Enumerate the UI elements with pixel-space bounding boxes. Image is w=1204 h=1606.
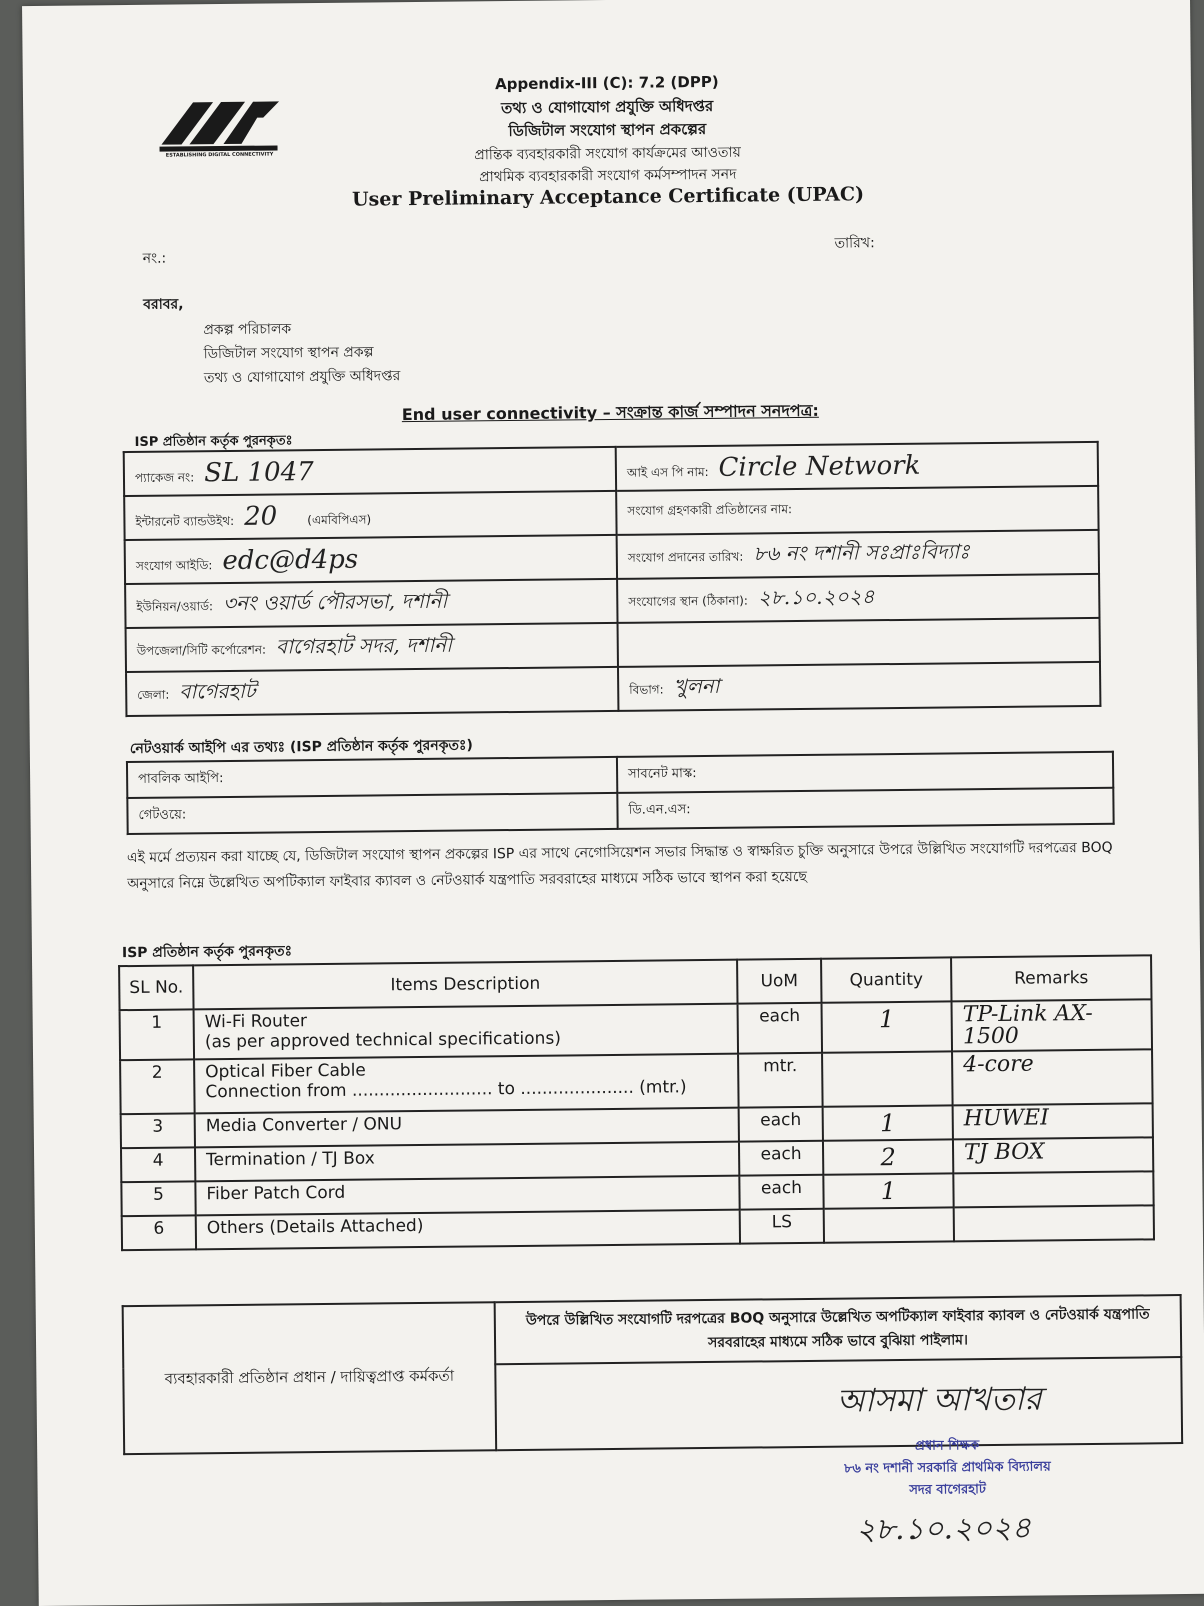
row-description: Termination / TJ Box <box>195 1142 739 1182</box>
package-value: SL 1047 <box>204 456 314 488</box>
row-uom: each <box>739 1141 823 1176</box>
isp-value: Circle Network <box>718 450 921 483</box>
signatory-label: ব্যবহারকারী প্রতিষ্ঠান প্রধান / দায়িত্বপ্রাপ্ত কর্মকর্তা <box>123 1302 497 1454</box>
appendix-label: Appendix-III (C): 7.2 (DPP) <box>494 72 719 94</box>
row-desc-line1: Wi-Fi Router <box>204 1011 308 1033</box>
upazila-value: বাগেরহাট সদর, দশানী <box>275 632 452 658</box>
row-quantity: 1 <box>822 1001 953 1052</box>
row-desc-line2: (as per approved technical specifications) <box>204 1028 562 1053</box>
signature: আসমা আখতার <box>836 1379 1042 1420</box>
row-remarks <box>953 1171 1153 1207</box>
project-name: ডিজিটাল সংযোগ স্থাপন প্রকল্পের <box>508 119 707 141</box>
org-value: ৮৬ নং দশানী সঃপ্রাঃবিদ্যাঃ <box>753 538 970 565</box>
row-uom: each <box>739 1175 823 1210</box>
row-sl: 1 <box>120 1009 195 1060</box>
row-uom: LS <box>740 1209 824 1244</box>
address-line2: ডিজিটাল সংযোগ স্থাপন প্রকল্প <box>203 344 374 363</box>
date-label: তারিখ: <box>834 235 875 252</box>
gateway-label: গেটওয়ে: <box>138 806 187 823</box>
division-value: খুলনা <box>673 673 720 698</box>
items-table <box>118 954 1155 1251</box>
acceptance-table <box>122 1294 1184 1455</box>
col-remarks: Remarks <box>951 955 1151 1001</box>
division-label: বিভাগ: <box>629 681 664 697</box>
document-page <box>22 0 1204 1606</box>
header-line4: প্রাথমিক ব্যবহারকারী সংযোগ কর্মসম্পাদন সনদ <box>479 166 737 186</box>
network-table <box>126 751 1115 835</box>
header-line3: প্রান্তিক ব্যবহারকারী সংযোগ কার্যক্রমের আওতায় <box>474 144 741 164</box>
stamp-location: সদর বাগেরহাট <box>909 1482 987 1498</box>
row-desc-line2: Connection from .......................... to ..................... (mtr.) <box>205 1077 687 1103</box>
dns-label: ডি.এন.এস: <box>628 801 691 818</box>
row-sl: 5 <box>121 1181 195 1216</box>
address-line3: তথ্য ও যোগাযোগ প্রযুক্তি অধিদপ্তর <box>203 368 401 387</box>
row-sl: 6 <box>122 1215 196 1250</box>
col-description: Items Description <box>193 960 737 1010</box>
row-remarks: HUWEI <box>953 1103 1153 1139</box>
page-title: User Preliminary Acceptance Certificate (UPAC) <box>351 183 865 211</box>
col-sl: SL No. <box>119 965 193 1010</box>
bandwidth-label: ইন্টারনেট ব্যান্ডউইথ: <box>135 513 235 529</box>
row-uom: each <box>739 1107 823 1142</box>
row-quantity <box>824 1207 954 1242</box>
connection-id-label: সংযোগ আইডি: <box>135 557 213 573</box>
col-uom: UoM <box>737 959 821 1004</box>
connection-date-label: সংযোগ প্রদানের তারিখ: <box>627 549 744 565</box>
row-remarks: TP-Link AX-1500 <box>952 999 1153 1051</box>
place-label: সংযোগের স্থান (ঠিকানা): <box>628 593 748 609</box>
network-title: নেটওয়ার্ক আইপি এর তথ্যঃ (ISP প্রতিষ্ঠান কর্তৃক পুরনকৃতঃ) <box>129 737 473 758</box>
row-quantity: 1 <box>823 1105 953 1140</box>
row-description: Others (Details Attached) <box>196 1210 740 1250</box>
row-sl: 3 <box>121 1113 195 1148</box>
row-sl: 4 <box>121 1147 195 1182</box>
subnet-label: সাবনেট মাস্ক: <box>628 765 697 782</box>
items-title: ISP প্রতিষ্ঠান কর্তৃক পুরনকৃতঃ <box>121 943 293 962</box>
row-remarks: TJ BOX <box>953 1137 1153 1173</box>
upazila-label: উপজেলা/সিটি কর্পোরেশন: <box>136 642 267 658</box>
dept-name: তথ্য ও যোগাযোগ প্রযুক্তি অধিদপ্তর <box>500 96 714 118</box>
stamp-designation: প্রধান শিক্ষক <box>915 1438 980 1454</box>
row-quantity: 1 <box>823 1173 953 1208</box>
address-line1: প্রকল্প পরিচালক <box>203 321 292 339</box>
row-sl: 2 <box>120 1059 195 1114</box>
connection-id-value: edc@d4ps <box>222 544 359 576</box>
district-label: জেলা: <box>137 687 170 702</box>
isp-label: আই এস পি নাম: <box>626 464 709 480</box>
connection-date-value: ২৮.১০.২০২৪ <box>757 583 875 609</box>
org-label: সংযোগ গ্রহণকারী প্রতিষ্ঠানের নাম: <box>627 502 793 518</box>
row-remarks: 4-core <box>952 1049 1153 1105</box>
isp-filled-label: ISP প্রতিষ্ঠান কর্তৃক পুরনকৃতঃ <box>134 433 293 450</box>
signature-date: ২৮.১০.২০২৪ <box>855 1510 1032 1548</box>
row-desc-line1: Optical Fiber Cable <box>205 1060 366 1083</box>
section-title: End user connectivity – সংক্রান্ত কার্জ সম্পাদন সনদপত্র: <box>401 400 819 425</box>
address-to: বরাবর, <box>143 296 184 313</box>
public-ip-label: পাবলিক আইপি: <box>138 770 224 787</box>
row-description: Media Converter / ONU <box>195 1108 739 1148</box>
row-description <box>194 1004 738 1060</box>
bandwidth-value: 20 <box>243 500 278 532</box>
no-label: নং.: <box>142 250 167 267</box>
stamp-school: ৮৬ নং দশানী সরকারি প্রাথমিক বিদ্যালয় <box>843 1459 1051 1477</box>
connection-form <box>123 441 1102 717</box>
row-uom: each <box>738 1003 823 1054</box>
row-remarks <box>954 1205 1154 1241</box>
row-quantity: 2 <box>823 1139 953 1174</box>
row-uom: mtr. <box>738 1053 823 1108</box>
acceptance-text: উপরে উল্লিখিত সংযোগটি দরপত্রের BOQ অনুসারে উল্লেখিত অপটিক্যাল ফাইবার ক্যাবল ও নেটওয়ার্ক যন্ত্রপাতি সরবরাহের মাধ্যমে সঠিক ভাবে বুঝিয়া পাইলাম। <box>495 1295 1182 1364</box>
row-description: Fiber Patch Cord <box>195 1176 739 1216</box>
union-label: ইউনিয়ন/ওয়ার্ড: <box>136 598 214 614</box>
row-description <box>194 1054 739 1114</box>
row-quantity <box>822 1051 953 1106</box>
package-label: প্যাকেজ নং: <box>134 469 195 485</box>
bandwidth-unit: (এমবিপিএস) <box>307 511 372 527</box>
col-quantity: Quantity <box>821 957 951 1002</box>
logo-subtitle: ESTABLISHING DIGITAL CONNECTIVITY <box>165 151 274 159</box>
union-value: ৩নং ওয়ার্ড পৌরসভা, দশানী <box>222 588 448 615</box>
district-value: বাগেরহাট <box>179 678 256 704</box>
declaration-text: এই মর্মে প্রত্যয়ন করা যাচ্ছে যে, ডিজিটাল সংযোগ স্থাপন প্রকল্পের ISP এর সাথে নেগোসিয়েশন সভার সিদ্ধান্ত ও স্বাক্ষরিত চুক্তি অনুসারে উপরে উল্লিখিত সংযোগটি দরপত্রের BOQ অনুসারে নিম্নে উল্লেখিত অপটিক্যাল ফাইবার ক্যাবল ও নেটওয়ার্ক যন্ত্রপাতি সরবরাহের মাধ্যমে সঠিক ভাবে স্থাপন করা হয়েছে <box>126 839 1113 893</box>
